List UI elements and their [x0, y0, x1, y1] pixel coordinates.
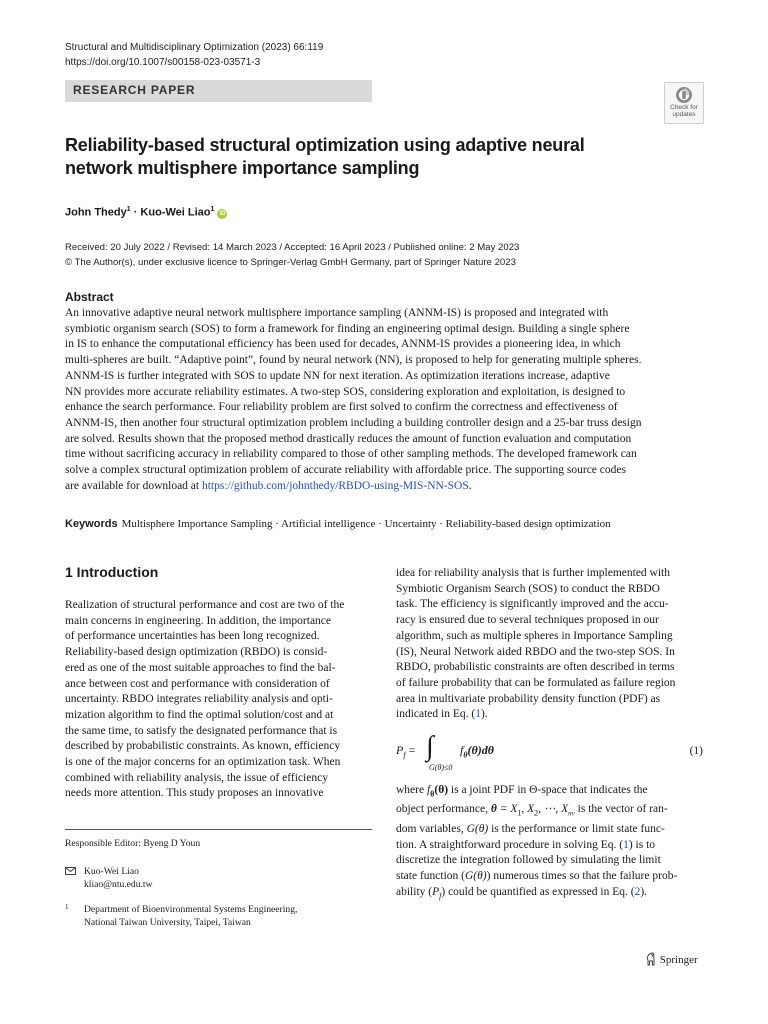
body-text: state function ( [396, 870, 465, 883]
abstract-heading: Abstract [65, 290, 114, 304]
paper-title [65, 134, 625, 180]
body-text: tion. A straightforward procedure in solving Eq. ( [396, 838, 624, 851]
journal-citation [65, 40, 323, 70]
math-subscript: θ [430, 789, 435, 799]
orcid-icon[interactable]: iD [219, 210, 226, 217]
intro-right-column-continued [396, 783, 703, 904]
abstract-body [65, 306, 703, 494]
body-line: mization algorithm to find the optimal solution/cost and at [65, 708, 334, 721]
intro-right-column [396, 566, 703, 723]
eq-equals: = [405, 743, 416, 757]
publisher-logo [645, 952, 698, 966]
body-line: needs more attention. This study proposes an innovative [65, 787, 324, 800]
corresponding-author [65, 865, 153, 891]
body-line [396, 822, 703, 838]
keywords-label: Keywords [65, 518, 118, 530]
section-heading-introduction: 1 Introduction [65, 564, 159, 580]
body-text: indicated in Eq. ( [396, 708, 476, 721]
body-line: of performance uncertainties has been long recognized. [65, 630, 320, 643]
affiliation-number: 1 [65, 903, 69, 911]
body-line: task. The efficiency is significantly improved and the accu- [396, 598, 669, 611]
abstract-line: symbiotic organism search (SOS) to form a framework for finding an engineering optimal design. Building a single sphere [65, 322, 630, 335]
body-text: ). [640, 885, 648, 898]
banner-label: RESEARCH PAPER [73, 83, 196, 97]
integral-sign: ∫ [426, 731, 434, 762]
title-line-1: Reliability-based structural optimization using adaptive neural [65, 135, 585, 155]
body-line [396, 802, 703, 822]
abstract-line: ANNM-IS, then another four structural optimization problem including a building controller design and a 25-bar truss design [65, 416, 642, 429]
body-text: where [396, 784, 427, 796]
math-subscript: 2 [534, 808, 539, 818]
equation-ref-link[interactable]: 2 [634, 885, 641, 898]
body-line: discretize the integration followed by simulating the limit [396, 854, 661, 867]
body-line: Reliability-based design optimization (RBDO) is consid- [65, 646, 328, 659]
contact-email[interactable]: kliao@ntu.edu.tw [84, 879, 153, 890]
author-list [65, 202, 227, 221]
body-line: Symbiotic Organism Search (SOS) to conduct the RBDO [396, 582, 660, 595]
body-line: algorithm, such as multiple spheres in Importance Sampling [396, 629, 673, 642]
abstract-line: An innovative adaptive neural network multisphere importance sampling (ANNM-IS) is proposed and integrated with [65, 307, 609, 319]
publication-history [65, 240, 519, 270]
abstract-line: ANNM-IS is further integrated with SOS to update NN for next iteration. As optimization iterations increase, adaptive [65, 369, 610, 382]
body-line [396, 885, 703, 904]
body-text: is the performance or limit state func- [488, 823, 665, 835]
keywords [65, 517, 611, 532]
body-text: ability ( [396, 885, 433, 898]
equation-1 [396, 731, 703, 779]
math-subscript: nv [568, 809, 575, 818]
abstract-line: time without sacrificing accuracy in reliability compared to those of other sampling methods. The developed framework can [65, 448, 637, 461]
abstract-line: solve a complex structural optimization problem of accurate reliability with affordable price. The supporting source codes [65, 464, 626, 477]
doi-link[interactable]: https://doi.org/10.1007/s00158-023-03571-3 [65, 57, 261, 68]
body-line [396, 838, 703, 854]
equation-integrand [460, 743, 494, 759]
copyright-line: © The Author(s), under exclusive licence to Springer-Verlag GmbH Germany, part of Springer Nature 2023 [65, 257, 516, 268]
body-line: racy is ensured due to several techniques proposed in our [396, 614, 659, 627]
dates-line: Received: 20 July 2022 / Revised: 14 March 2023 / Accepted: 16 April 2023 / Published online: 2 May 2023 [65, 242, 520, 253]
journal-name: Structural and Multidisciplinary Optimization (2023) 66:119 [65, 42, 324, 53]
title-line-2: network multisphere importance sampling [65, 158, 420, 178]
integral-limit: G(θ)≤0 [429, 763, 453, 772]
math-argument: (θ) [434, 784, 449, 796]
math-symbol: θ [490, 803, 497, 815]
body-line: the same time, to satisfy the designated performance that is [65, 724, 338, 737]
math-symbol: G(θ) [464, 870, 487, 883]
body-line [396, 707, 703, 723]
affiliation-line: Department of Bioenvironmental Systems Engineering, [84, 904, 298, 915]
abstract-line: in IS to enhance the computational efficiency has been used for decades, ANNM-IS provides a pioneering idea, in which [65, 338, 621, 351]
affiliation [65, 903, 297, 929]
eq-argument: (θ)dθ [467, 743, 494, 757]
body-line [396, 869, 703, 885]
equation-ref-link[interactable]: 1 [623, 838, 629, 851]
responsible-editor: Responsible Editor: Byeng D Youn [65, 838, 201, 849]
equation-lhs [396, 743, 415, 759]
body-text: is a joint PDF in Θ-space that indicates the [448, 784, 648, 796]
body-text: ). [480, 708, 488, 721]
author-name[interactable]: Kuo-Wei Liao [140, 206, 211, 219]
eq-subscript: θ [463, 750, 468, 760]
author-separator: · [130, 206, 141, 219]
body-line: main concerns in engineering. In addition, the importance [65, 614, 332, 627]
springer-horse-icon [645, 952, 657, 966]
body-line: idea for reliability analysis that is further implemented with [396, 567, 671, 579]
math-subscript: 1 [517, 808, 522, 818]
eq-symbol: f [460, 743, 464, 757]
body-line: RBDO, probabilistic constraints are often described in terms [396, 661, 675, 674]
body-text: is the vector of ran- [574, 803, 668, 815]
research-paper-banner [65, 80, 372, 102]
affiliation-line: National Taiwan University, Taipei, Taiwan [84, 917, 251, 928]
body-line: of failure probability that can be formulated as failure region [396, 676, 676, 689]
math-symbol: G(θ) [466, 823, 489, 835]
contact-name: Kuo-Wei Liao [84, 866, 139, 877]
affiliation-marker: 1 [126, 206, 131, 213]
intro-left-column [65, 598, 372, 802]
abstract-line: NN provides more accurate reliability estimates. A two-step SOS, considering exploration and exploitation, is designed to [65, 385, 626, 398]
abstract-line: multi-spheres are built. “Adaptive point”, found by neural network (NN), is proposed to help for generating multiple spheres. [65, 354, 642, 367]
body-line: described by probabilistic constraints. As known, efficiency [65, 740, 341, 753]
body-text: object performance, [396, 803, 491, 815]
body-line: is one of the major concerns for an optimization task. When [65, 756, 341, 769]
envelope-icon [65, 867, 76, 875]
math-symbol: f [426, 784, 431, 796]
body-text: ) is to [628, 838, 656, 851]
math-symbol: , X [521, 803, 535, 815]
check-for-updates-badge[interactable] [664, 82, 704, 124]
abstract-line: enhance the search performance. Four reliability problem are first solved to confirm the correctness and effectiveness of [65, 401, 618, 414]
check-updates-icon [675, 86, 693, 104]
equation-number: (1) [689, 745, 703, 757]
check-updates-label-1: Check for [670, 104, 698, 111]
affiliation-marker: 1 [210, 206, 215, 213]
keywords-text: Multisphere Importance Sampling · Artificial intelligence · Uncertainty · Reliability-based design optimization [121, 518, 611, 530]
body-line: ered as one of the most suitable approaches to find the bal- [65, 661, 336, 674]
body-text: ) could be quantified as expressed in Eq. ( [441, 885, 635, 898]
body-text: dom variables, [396, 823, 467, 835]
math-symbol: = X [496, 803, 518, 815]
math-symbol: P [432, 885, 440, 898]
body-line: area in multivariate probability density function (PDF) as [396, 692, 661, 705]
body-line: ance between cost and performance with consideration of [65, 677, 330, 690]
abstract-line [65, 479, 703, 495]
body-line: combined with reliability analysis, the issue of efficiency [65, 771, 328, 784]
eq-subscript: f [403, 750, 406, 760]
equation-ref-link[interactable]: 1 [475, 708, 481, 721]
author-name[interactable]: John Thedy [65, 206, 127, 219]
body-line: (IS), Neural Network aided RBDO and the two-step SOS. In [396, 645, 675, 658]
github-link[interactable]: https://github.com/johnthedy/RBDO-using-MIS-NN-SOS [201, 479, 469, 492]
math-symbol: , ⋯, X [538, 803, 569, 815]
eq-symbol: P [396, 743, 404, 757]
abstract-line: are solved. Results shown that the proposed method drastically reduces the amount of function evaluation and computation [65, 432, 632, 445]
footnote-divider [65, 829, 372, 830]
body-line: Realization of structural performance and cost are two of the [65, 599, 345, 611]
publisher-name: Springer [659, 954, 698, 966]
body-text: ) numerous times so that the failure prob- [486, 870, 678, 883]
math-subscript: f [439, 891, 442, 901]
check-updates-label-2: updates [672, 111, 696, 118]
body-line: uncertainty. RBDO integrates reliability analysis and opti- [65, 693, 333, 706]
body-line [396, 783, 703, 802]
abstract-text: are available for download at [65, 479, 202, 492]
abstract-text: . [468, 479, 472, 492]
